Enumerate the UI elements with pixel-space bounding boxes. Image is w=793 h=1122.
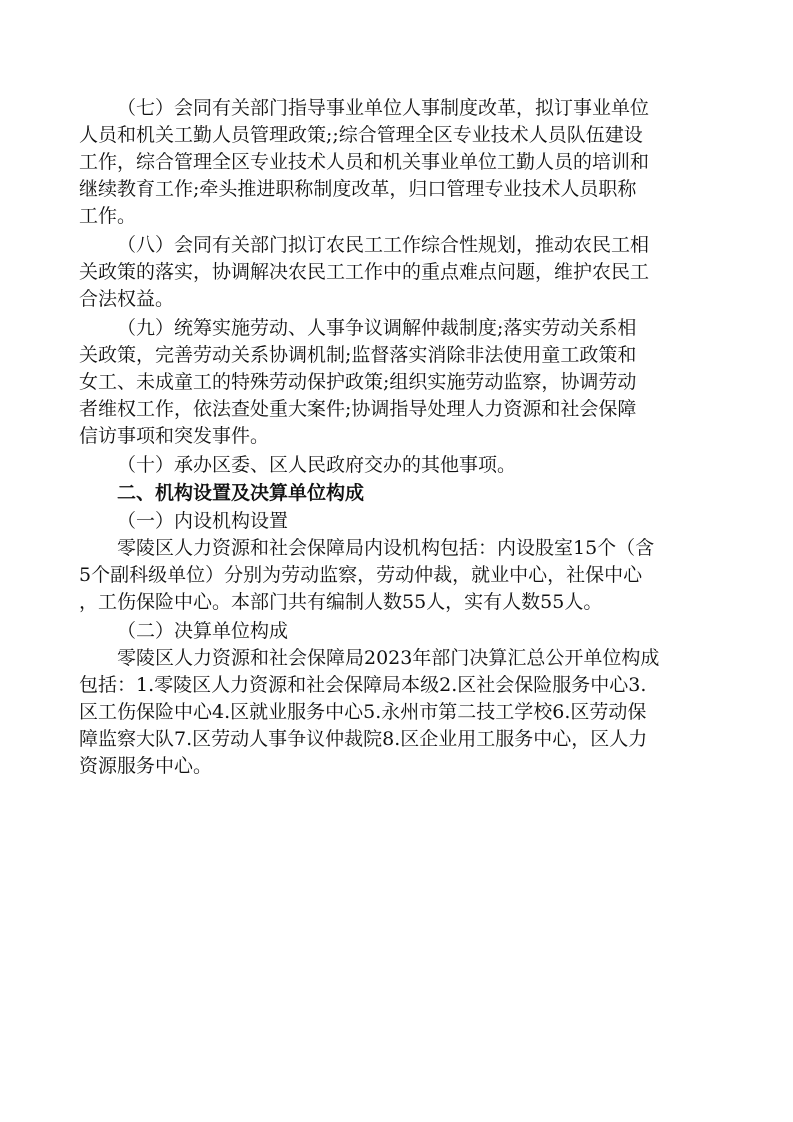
paragraph-line: 人员和机关工勤人员管理政策;;综合管理全区专业技术人员队伍建设 bbox=[79, 124, 643, 146]
paragraph-10 bbox=[117, 452, 717, 479]
paragraph-7 bbox=[79, 95, 717, 230]
paragraph-8 bbox=[79, 232, 717, 313]
paragraph-line: 包括：1.零陵区人力资源和社会保障局本级2.区社会保险服务中心3. bbox=[79, 674, 647, 696]
paragraph-line: 障监察大队7.区劳动人事争议仲裁院8.区企业用工服务中心，区人力 bbox=[79, 728, 648, 750]
paragraph-internal-structure bbox=[79, 535, 717, 616]
paragraph-line: 女工、未成童工的特殊劳动保护政策;组织实施劳动监察，协调劳动 bbox=[79, 371, 637, 393]
paragraph-line: 零陵区人力资源和社会保障局2023年部门决算汇总公开单位构成 bbox=[117, 647, 660, 669]
document-body bbox=[79, 95, 717, 780]
paragraph-line: （九）统筹实施劳动、人事争议调解仲裁制度;落实劳动关系相 bbox=[117, 317, 637, 339]
paragraph-line: 合法权益。 bbox=[79, 288, 175, 310]
paragraph-line: 继续教育工作;牵头推进职称制度改革，归口管理专业技术人员职称 bbox=[79, 178, 637, 200]
paragraph-line: 关政策的落实，协调解决农民工工作中的重点难点问题，维护农民工 bbox=[79, 261, 650, 283]
paragraph-line: 关政策，完善劳动关系协调机制;监督落实消除非法使用童工政策和 bbox=[79, 344, 637, 366]
paragraph-line: 5个副科级单位）分别为劳动监察，劳动仲裁，就业中心，社保中心 bbox=[79, 564, 643, 586]
paragraph-line: 者维权工作，依法查处重大案件;协调指导处理人力资源和社会保障 bbox=[79, 398, 637, 420]
paragraph-line: （七）会同有关部门指导事业单位人事制度改革，拟订事业单位 bbox=[117, 97, 650, 119]
paragraph-9 bbox=[79, 315, 717, 450]
subsection-title: （二）决算单位构成 bbox=[117, 620, 289, 642]
paragraph-line: 零陵区人力资源和社会保障局内设机构包括：内设股室15个（含 bbox=[117, 537, 655, 559]
paragraph-line: 区工伤保险中心4.区就业服务中心5.永州市第二技工学校6.区劳动保 bbox=[79, 701, 647, 723]
subsection-title: （一）内设机构设置 bbox=[117, 510, 289, 532]
paragraph-line: （十）承办区委、区人民政府交办的其他事项。 bbox=[117, 454, 517, 476]
paragraph-line: 工作。 bbox=[79, 205, 137, 227]
paragraph-line: 信访事项和突发事件。 bbox=[79, 425, 270, 447]
paragraph-line: （八）会同有关部门拟订农民工工作综合性规划，推动农民工相 bbox=[117, 234, 650, 256]
paragraph-final-accounts-units bbox=[79, 645, 717, 780]
section-heading: 二、机构设置及决算单位构成 bbox=[117, 482, 365, 504]
paragraph-line: 工作，综合管理全区专业技术人员和机关事业单位工勤人员的培训和 bbox=[79, 151, 650, 173]
paragraph-line: ，工伤保险中心。本部门共有编制人数55人，实有人数55人。 bbox=[79, 591, 603, 613]
paragraph-line: 资源服务中心。 bbox=[79, 755, 213, 777]
